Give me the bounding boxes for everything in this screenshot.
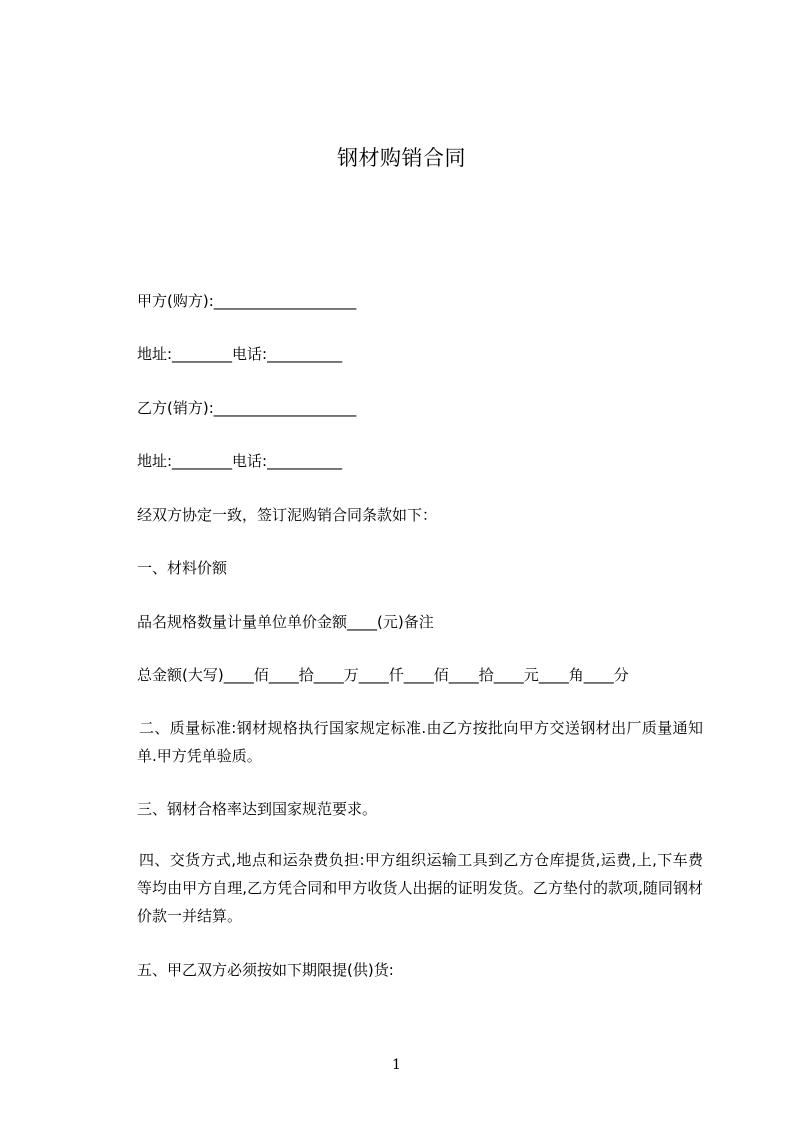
section-2-paragraph: 二、质量标准:钢材规格执行国家规定标准.由乙方按批向甲方交送钢材出厂质量通知单.甲方凭单验质。 xyxy=(137,719,703,765)
contract-title: 钢材购销合同 xyxy=(337,146,466,170)
section-4-paragraph: 四、交货方式,地点和运杂费负担:甲方组织运输工具到乙方仓库提货,运费,上,下车费等均由甲方自理,乙方凭合同和甲方收货人出据的证明发货。乙方垫付的款项,随同钢材价款一并结算。 xyxy=(137,851,703,925)
section-3-paragraph: 三、钢材合格率达到国家规范要求。 xyxy=(137,800,378,818)
section-1-columns: 品名规格数量计量单位单价金额____(元)备注 xyxy=(137,613,434,631)
page-number: 1 xyxy=(392,1057,401,1073)
party-a-line: 甲方(购方):___________________ xyxy=(137,292,357,310)
party-a-contact-line: 地址:________电话:__________ xyxy=(137,345,343,363)
intro-paragraph: 经双方协定一致，签订泥购销合同条款如下： xyxy=(137,506,438,524)
section-1-total: 总金额(大写)____佰____拾____万____仟____佰____拾____元____角____分 xyxy=(137,666,629,684)
section-5-paragraph: 五、甲乙双方必须按如下期限提(供)货: xyxy=(137,961,394,979)
party-b-line: 乙方(销方):___________________ xyxy=(137,399,357,417)
section-1-heading: 一、材料价额 xyxy=(137,559,228,577)
party-b-contact-line: 地址:________电话:__________ xyxy=(137,452,343,470)
